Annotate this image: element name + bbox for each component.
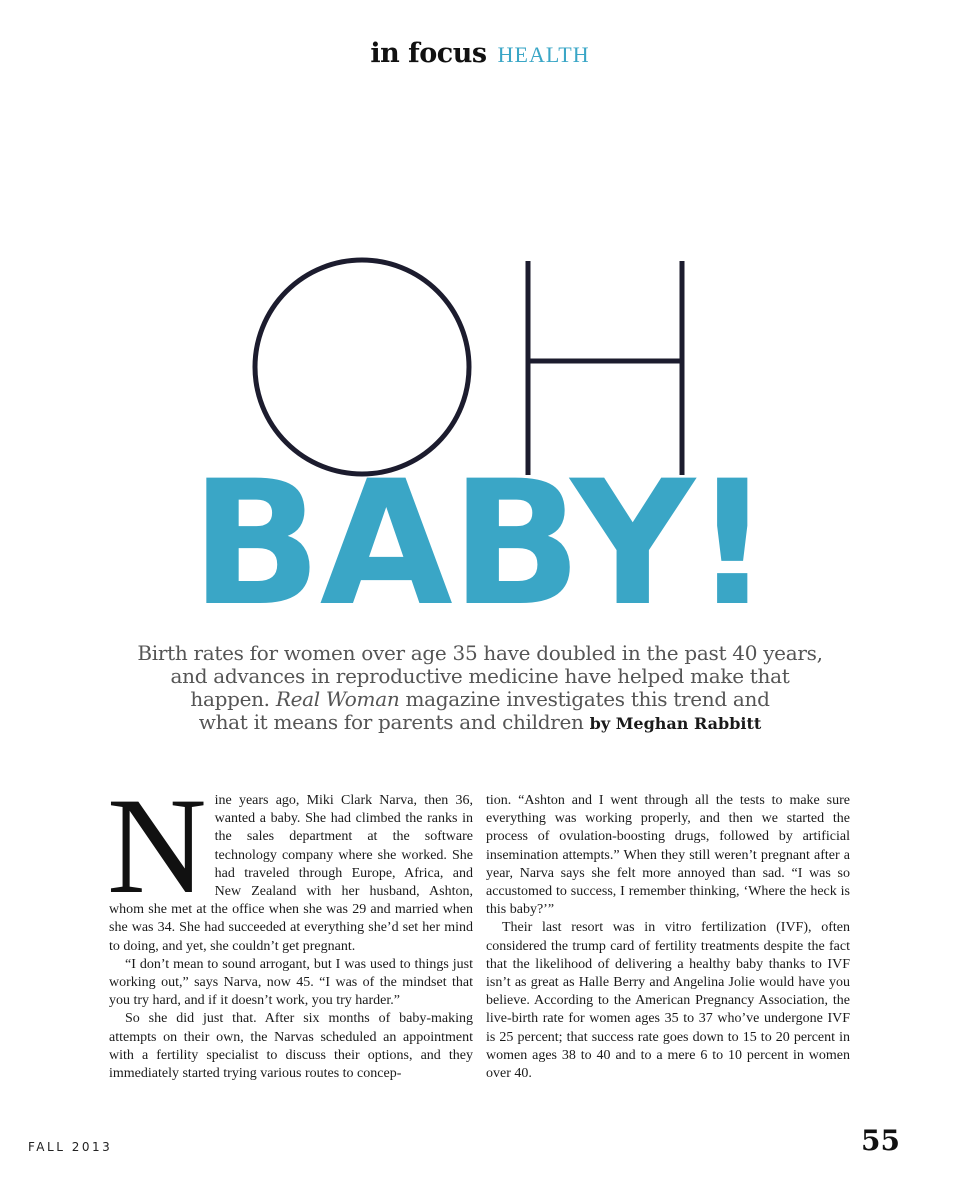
body-column-2	[486, 792, 850, 1083]
body-paragraph: So she did just that. After six months of baby-making attempts on their own, the Narvas scheduled an appointment with a fertility specialist to discuss their options, and they immediately started trying various routes to concep-	[109, 1011, 473, 1082]
paragraph-text: ine years ago, Miki Clark Narva, then 36, wanted a baby. She had climbed the ranks in the sales department at the software technology company where she worked. She had traveled through Europe, Africa, and New Zealand with her husband, Ashton, whom she met at the office when she was 29 and married when she was 34. She had succeeded at everything she’d set her mind to doing, and yet, she couldn’t get pregnant.	[109, 793, 473, 954]
issue-label: FALL 2013	[28, 1140, 113, 1154]
deck-line	[110, 711, 850, 735]
deck-text: what it means for parents and children	[198, 710, 584, 734]
deck	[110, 642, 850, 735]
drop-cap: N	[107, 769, 207, 922]
deck-line	[110, 688, 850, 711]
headline-line2: BABY!	[190, 443, 770, 644]
deck-line: Birth rates for women over age 35 have doubled in the past 40 years,	[137, 641, 823, 665]
deck-text: magazine investigates this trend and	[405, 687, 770, 711]
body-paragraph: Their last resort was in vitro fertilization (IVF), often considered the trump card of fertility treatments despite the fact that the likelihood of delivering a healthy baby thanks to IVF isn’t as great as Halle Berry and Angelina Jolie would have you believe. According to the American Pregnancy Association, the live-birth rate for women ages 35 to 37 who’ve undergone IVF is 25 percent; that success rate goes down to 15 to 20 percent in women ages 38 to 40 and to a mere 6 to 10 percent in women over 40.	[486, 920, 850, 1082]
deck-text: happen.	[190, 687, 270, 711]
masthead	[0, 38, 960, 69]
body-paragraph: “I don’t mean to sound arrogant, but I was used to things just working out,” says Narva, now 45. “I was of the mindset that you try hard, and if it doesn’t work, you try harder.”	[109, 956, 473, 1009]
body-paragraph	[107, 769, 473, 956]
byline: by Meghan Rabbitt	[589, 714, 762, 733]
headline-letter-o	[255, 260, 469, 474]
page-number: 55	[861, 1124, 900, 1157]
deck-line: and advances in reproductive medicine have helped make that	[170, 664, 790, 688]
magazine-title: Real Woman	[275, 687, 400, 711]
masthead-brand: in focus	[370, 38, 487, 69]
masthead-section: HEALTH	[497, 42, 590, 67]
body-paragraph: tion. “Ashton and I went through all the tests to make sure everything was working properly, and then we started the process of ovulation-boosting drugs, followed by artificial insemination attempts.” When they still weren’t pregnant after a year, Narva says she felt more annoyed than sad. “I was so accustomed to success, I remember thinking, ‘Where the heck is this baby?’”	[486, 793, 850, 918]
body-column-1	[107, 769, 473, 1083]
